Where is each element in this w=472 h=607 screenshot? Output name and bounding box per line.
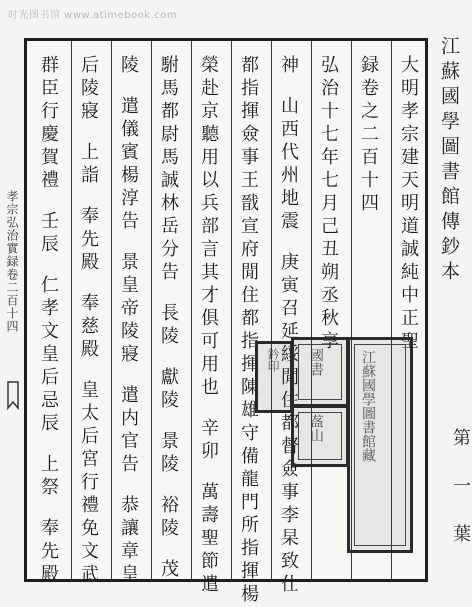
library-seal-square: 盋山	[291, 405, 349, 467]
text-column-9: 后陵寢上詣奉先殿奉慈殿皇太后宮行禮免文武	[78, 55, 99, 587]
column-rule	[311, 41, 312, 579]
page-frame	[24, 38, 428, 607]
text-column-6: 榮赴京聽用以兵部言其才俱可用也辛卯萬壽聖節遣	[198, 55, 219, 597]
text-column-7: 駙馬都尉馬誠林岳分告長陵獻陵景陵裕陵茂	[158, 55, 179, 582]
text-column-2: 録卷之二百十四	[358, 55, 379, 216]
column-rule	[111, 41, 112, 579]
column-rule	[71, 41, 72, 579]
text-column-5: 都指揮僉事王戩宣府閒住都指揮陳雄守備龍門所指揮楊	[238, 55, 259, 607]
library-seal-small: 國書	[291, 337, 349, 407]
column-rule	[231, 41, 232, 579]
text-column-10: 群臣行慶賀禮壬辰仁孝文皇后忌辰上祭奉先殿	[38, 55, 59, 587]
text-column-3: 弘治十七年七月己丑朔丞秋享	[318, 55, 339, 354]
column-rule	[151, 41, 152, 579]
library-title: 江蘇國學圖書館傳鈔本	[438, 36, 460, 286]
library-seal-large: 江蘇國學圖書館藏	[347, 337, 413, 553]
watermark-text: 时光图书馆 www.atimebook.com	[8, 10, 178, 21]
leaf-number: 第一葉	[450, 428, 471, 572]
text-column-8: 陵遣儀賓楊淳告景皇帝陵寢遣内官告恭讓章皇	[118, 55, 139, 587]
text-column-4: 神山西代州地震庚寅召延綏閒住都督僉事李杲致仕	[278, 55, 299, 597]
column-rule	[271, 41, 272, 579]
library-seal-narrow: 鈐印	[255, 341, 293, 413]
column-rule	[191, 41, 192, 579]
banxin-title: 孝宗弘治實録卷二百十四	[5, 190, 19, 333]
text-column-1: 大明孝宗建天明道誠純中正聖	[398, 55, 419, 354]
fishtail-mark-icon	[6, 380, 20, 410]
